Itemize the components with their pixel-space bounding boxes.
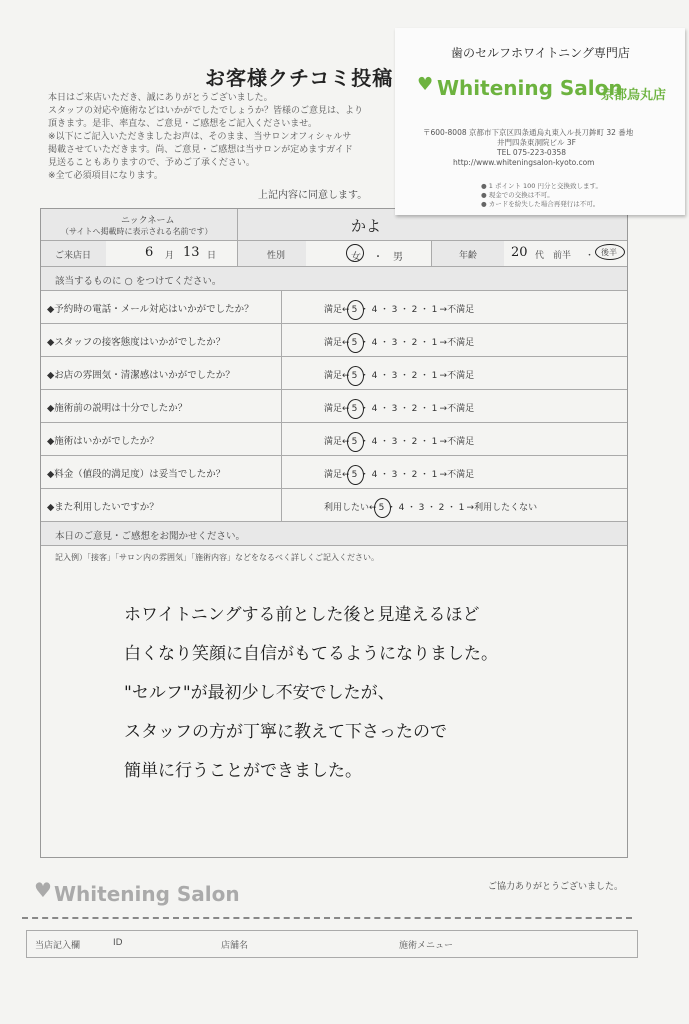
comments-heading: 本日のご意見・ご感想をお聞かせください。 <box>55 531 246 542</box>
scale-right-label: →不満足 <box>439 338 475 348</box>
rating-row <box>41 324 627 357</box>
question-text: ◆また利用したいですか？ <box>47 502 159 513</box>
rating-option-3[interactable]: 3 <box>391 305 398 315</box>
gender-label: 性別 <box>267 251 286 261</box>
menu-label: 施術メニュー <box>399 941 454 951</box>
scale-right-label: →不満足 <box>439 371 475 381</box>
nickname-label: ニックネーム <box>121 216 175 226</box>
rating-row <box>41 423 627 456</box>
visit-day-value[interactable]: 13 <box>183 245 200 260</box>
rating-scale[interactable]: 満足← 5 ・ 4 ・ 3 ・ 2 ・ 1 →不満足 <box>324 470 475 480</box>
rating-option-4[interactable]: 4 <box>371 437 378 447</box>
rating-scale[interactable]: 満足← 5 ・ 4 ・ 3 ・ 2 ・ 1 →不満足 <box>324 305 475 315</box>
gender-selected-circle <box>346 244 364 262</box>
rating-option-5[interactable]: 5 <box>351 305 358 315</box>
card-subtitle: 歯のセルフホワイトニング専門店 <box>451 46 630 60</box>
id-label: ID <box>113 938 123 948</box>
selected-rating-circle <box>347 333 364 353</box>
comment-line: 白くなり笑顔に自信がもてるようになりました。 <box>124 644 498 664</box>
rating-option-1[interactable]: 1 <box>431 371 438 381</box>
visit-date-label: ご来店日 <box>55 251 92 261</box>
card-store-name: 京都烏丸店 <box>601 88 667 103</box>
rating-scale[interactable]: 満足← 5 ・ 4 ・ 3 ・ 2 ・ 1 →不満足 <box>324 404 475 414</box>
nickname-sub-label: （サイトへ掲載時に表示される名前です） <box>61 227 213 236</box>
scale-left-label: 満足← <box>324 437 350 447</box>
rating-row <box>41 357 627 390</box>
selected-rating-circle <box>374 498 391 518</box>
comment-line: "セルフ"が最初少し不安でしたが、 <box>124 683 395 703</box>
rating-scale[interactable]: 満足← 5 ・ 4 ・ 3 ・ 2 ・ 1 →不満足 <box>324 338 475 348</box>
rating-option-2[interactable]: 2 <box>411 470 418 480</box>
rating-row <box>41 456 627 489</box>
rating-option-2[interactable]: 2 <box>411 305 418 315</box>
staff-use-label: 当店記入欄 <box>35 941 81 951</box>
scale-right-label: →不満足 <box>439 470 475 480</box>
card-address: 〒600-8008 京都市下京区四条通烏丸東入ル長刀鉾町 32 番地 井門四条東洞院ビル 3F TEL 075-223-0358 http://www.whiteningsalon-kyoto.com <box>423 128 634 167</box>
comment-handwriting <box>124 596 498 791</box>
nickname-value[interactable]: かよ <box>351 217 382 235</box>
scale-left-label: 満足← <box>324 470 350 480</box>
selected-rating-circle <box>347 366 364 386</box>
cut-line <box>22 917 632 919</box>
rating-option-5[interactable]: 5 <box>378 503 385 513</box>
age-label: 年齢 <box>459 251 478 261</box>
intro-line: ※以下にご記入いただきましたお声は、そのまま、当サロンオフィシャルサ <box>48 132 352 142</box>
page-title: お客様クチコミ投稿 <box>205 66 394 90</box>
footer-tooth-icon: ♥ <box>34 878 52 902</box>
question-text: ◆料金（値段的満足度）は妥当でしたか？ <box>47 469 226 480</box>
rating-option-1[interactable]: 1 <box>431 305 438 315</box>
instruction-row <box>41 267 627 291</box>
scale-left-label: 利用したい← <box>324 503 377 513</box>
salon-business-card <box>395 28 685 215</box>
agree-text: 上記内容に同意します。 <box>258 190 368 201</box>
comment-line: ホワイトニングする前とした後と見違えるほど <box>124 605 480 625</box>
card-logo: Whitening Salon <box>437 76 623 100</box>
intro-line: 掲載させていただきます。尚、ご意見・ご感想は当サロンが定めますガイド <box>48 145 353 155</box>
question-text: ◆施術はいかがでしたか？ <box>47 436 159 447</box>
rating-row <box>41 489 627 522</box>
intro-line: 頂きます。是非、率直な、ご意見・ご感想をご記入くださいませ。 <box>48 119 318 129</box>
staff-use-box <box>26 930 638 958</box>
rating-option-2[interactable]: 2 <box>411 437 418 447</box>
scale-left-label: 満足← <box>324 404 350 414</box>
intro-line: スタッフの対応や施術などはいかがでしたでしょうか？皆様のご意見は、より <box>48 106 364 116</box>
thanks-text: ご協力ありがとうございました。 <box>488 882 624 892</box>
rating-scale[interactable]: 満足← 5 ・ 4 ・ 3 ・ 2 ・ 1 →不満足 <box>324 371 475 381</box>
rating-option-4[interactable]: 4 <box>371 305 378 315</box>
visit-month-value[interactable]: 6 <box>145 245 154 260</box>
question-text: ◆お店の雰囲気・清潔感はいかがでしたか？ <box>47 370 235 381</box>
rating-option-4[interactable]: 4 <box>371 470 378 480</box>
rating-option-4[interactable]: 4 <box>398 503 405 513</box>
store-label: 店舗名 <box>221 941 249 951</box>
rating-option-1[interactable]: 1 <box>458 503 465 513</box>
instruction-text: 該当するものに ○ をつけてください。 <box>55 276 222 287</box>
gender-male-option[interactable]: 男 <box>393 252 403 263</box>
selected-rating-circle <box>347 432 364 452</box>
rating-option-5[interactable]: 5 <box>351 404 358 414</box>
rating-option-3[interactable]: 3 <box>391 338 398 348</box>
rating-option-1[interactable]: 1 <box>431 470 438 480</box>
rating-option-4[interactable]: 4 <box>371 338 378 348</box>
comment-line: スタッフの方が丁寧に教えて下さったので <box>124 722 447 742</box>
card-notes: ● 1 ポイント 100 円分と交換致します。 ● 現金での交換は不可。 ● カードを紛失した場合再発行は不可。 <box>481 182 602 208</box>
rating-option-4[interactable]: 4 <box>371 404 378 414</box>
age-selected-circle <box>595 244 625 260</box>
rating-scale[interactable]: 満足← 5 ・ 4 ・ 3 ・ 2 ・ 1 →不満足 <box>324 437 475 447</box>
gender-female-option[interactable]: 女 <box>351 252 361 263</box>
rating-option-5[interactable]: 5 <box>351 470 358 480</box>
rating-row <box>41 390 627 423</box>
question-text: ◆予約時の電話・メール対応はいかがでしたか？ <box>47 304 254 315</box>
comments-example: 記入例）「接客」「サロン内の雰囲気」「施術内容」などをなるべく詳しくご記入ください。 <box>55 553 379 562</box>
rating-option-3[interactable]: 3 <box>418 503 425 513</box>
rating-row <box>41 291 627 324</box>
rating-option-1[interactable]: 1 <box>431 404 438 414</box>
comments-heading-row <box>41 522 627 546</box>
rating-option-5[interactable]: 5 <box>351 371 358 381</box>
scale-right-label: →不満足 <box>439 404 475 414</box>
rating-option-2[interactable]: 2 <box>411 404 418 414</box>
scale-right-label: →不満足 <box>439 437 475 447</box>
rating-option-3[interactable]: 3 <box>391 404 398 414</box>
selected-rating-circle <box>347 399 364 419</box>
age-value[interactable]: 20 <box>511 245 528 260</box>
rating-option-1[interactable]: 1 <box>431 437 438 447</box>
comment-line: 簡単に行うことができました。 <box>124 761 362 781</box>
question-text: ◆施術前の説明は十分でしたか？ <box>47 403 188 414</box>
selected-rating-circle <box>347 300 364 320</box>
question-text: ◆スタッフの接客態度はいかがでしたか？ <box>47 337 226 348</box>
rating-option-5[interactable]: 5 <box>351 338 358 348</box>
selected-rating-circle <box>347 465 364 485</box>
rating-option-5[interactable]: 5 <box>351 437 358 447</box>
rating-option-3[interactable]: 3 <box>391 470 398 480</box>
intro-line: 見送ることもありますので、予めご了承ください。 <box>48 158 255 168</box>
intro-line: 本日はご来店いただき、誠にありがとうございました。 <box>48 93 273 103</box>
age-late-option[interactable]: 後半 <box>601 248 617 257</box>
scale-right-label: →利用したくない <box>466 503 538 513</box>
rating-scale[interactable]: 利用したい← 5 ・ 4 ・ 3 ・ 2 ・ 1 →利用したくない <box>324 503 538 513</box>
scale-left-label: 満足← <box>324 305 350 315</box>
rating-option-1[interactable]: 1 <box>431 338 438 348</box>
scale-left-label: 満足← <box>324 371 350 381</box>
scale-left-label: 満足← <box>324 338 350 348</box>
intro-text <box>48 92 408 183</box>
rating-option-2[interactable]: 2 <box>411 371 418 381</box>
tooth-icon: ♥ <box>417 74 434 95</box>
scale-right-label: →不満足 <box>439 305 475 315</box>
rating-option-2[interactable]: 2 <box>438 503 445 513</box>
footer-logo: Whitening Salon <box>54 882 240 906</box>
visit-row: ご来店日 6 月 13 日 性別 女 ・ 男 年齢 20 代 前半 ・ 後半 <box>41 241 627 267</box>
rating-option-3[interactable]: 3 <box>391 437 398 447</box>
rating-option-4[interactable]: 4 <box>371 371 378 381</box>
rating-option-2[interactable]: 2 <box>411 338 418 348</box>
intro-line: ※全て必須項目になります。 <box>48 171 163 181</box>
rating-option-3[interactable]: 3 <box>391 371 398 381</box>
